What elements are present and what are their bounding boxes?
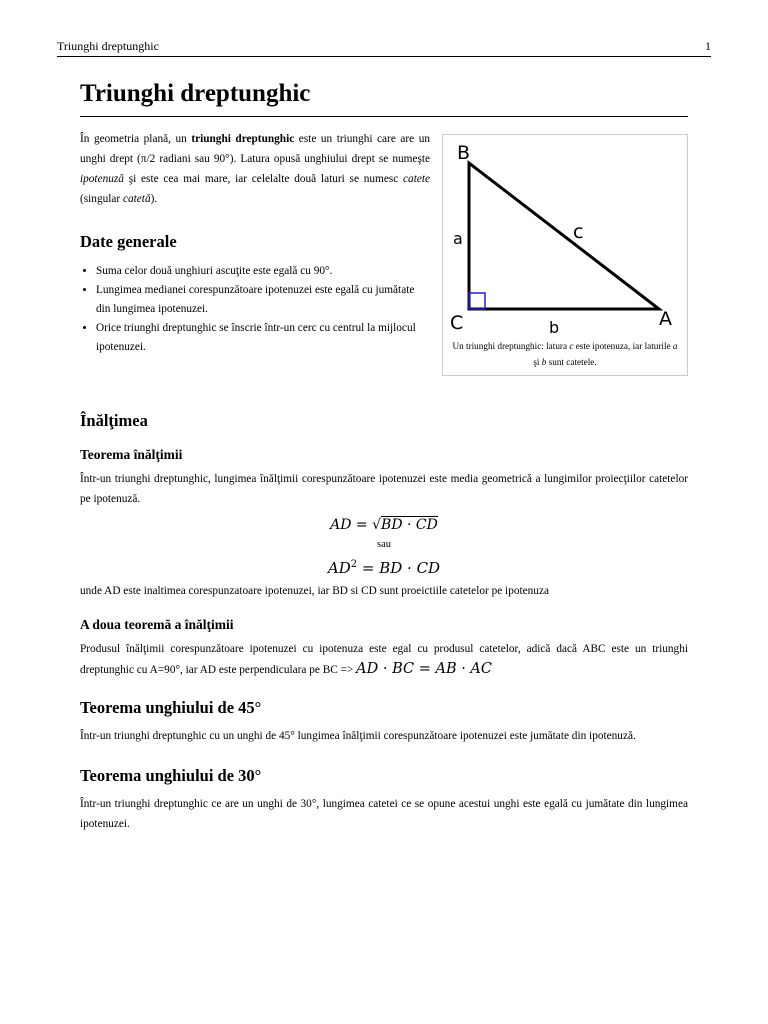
- a-doua-teorema-text: [80, 639, 688, 680]
- side-label-a: a: [453, 229, 463, 248]
- a-doua-teorema-formula: AD · BC = AB · AC: [356, 661, 493, 677]
- intro-text-3: şi este cea mai mare, iar celelalte două laturi se numesc: [123, 173, 404, 185]
- list-item: • Orice triunghi dreptunghic se înscrie într-un cerc cu centrul la mijlocul ipotenuzei.: [96, 319, 426, 357]
- intro-italic-catete: catete: [403, 173, 430, 185]
- caption-text-3: şi: [533, 357, 542, 367]
- vertex-label-b: B: [457, 142, 471, 164]
- intro-text-5: ).: [150, 193, 158, 205]
- intro-bold-term: triunghi dreptunghic: [191, 133, 295, 145]
- intro-text-2: este un triunghi care are un unghi drept (π/2 radiani sau 90°). Latura opusă unghiului drept se numeşte: [80, 133, 430, 165]
- date-generale-heading: Date generale: [80, 232, 177, 251]
- vertex-label-a: A: [659, 308, 672, 330]
- teorema-45-heading: Teorema unghiului de 45°: [80, 698, 262, 717]
- intro-italic-cateta: catetă: [122, 193, 151, 205]
- right-angle-marker: [469, 293, 485, 309]
- triangle-shape: [469, 163, 659, 309]
- teorema-inaltimii-heading: Teorema înălţimii: [80, 447, 183, 462]
- caption-italic-b: b: [541, 357, 547, 367]
- figure-caption: [449, 338, 681, 370]
- equation-exponent: 2: [350, 559, 358, 570]
- side-label-b: b: [549, 318, 560, 337]
- equation-ad-squared: [80, 559, 688, 581]
- intro-paragraph: [80, 129, 430, 209]
- teorema-30-text: Într-un triunghi dreptunghic ce are un unghi de 30°, lungimea catetei ce se opune acestui unghi este egală cu jumătate din lungimea ipotenuzei.: [80, 798, 688, 830]
- equation-lhs: AD =: [330, 517, 373, 533]
- inaltimea-heading: Înălţimea: [80, 411, 148, 430]
- equation-explanation: unde AD este inaltimea corespunzatoare ipotenuzei, iar BD si CD sunt proeictiile catetelor pe ipotenuza: [80, 585, 549, 597]
- teorema-inaltimii-text: Într-un triunghi dreptunghic, lungimea înălţimii corespunzătoare ipotenuzei este media geometrică a lungimilor proiecţiilor catetelor pe ipotenuză.: [80, 473, 688, 505]
- triangle-figure: [442, 134, 688, 376]
- equation-ad-sqrt: [80, 517, 688, 539]
- equation-base: AD: [327, 559, 351, 577]
- teorema-45-text: Într-un triunghi dreptunghic cu un unghi de 45° lungimea înălţimii corespunzătoare ipotenuzei este jumătate din ipotenuză.: [80, 730, 636, 742]
- intro-text-4: (singular: [80, 193, 123, 205]
- caption-text-2: este ipotenuza, iar laturile: [573, 341, 673, 351]
- vertex-label-c: C: [450, 312, 464, 334]
- intro-text-1: În geometria plană, un: [80, 133, 192, 145]
- caption-italic-a: a: [672, 341, 678, 351]
- list-item: • Suma celor două unghiuri ascuţite este egală cu 90°.: [96, 262, 426, 281]
- page-number: 1: [705, 39, 711, 53]
- sau-label: sau: [377, 539, 391, 550]
- teorema-30-heading: Teorema unghiului de 30°: [80, 766, 262, 785]
- caption-text-1: Un triunghi dreptunghic: latura: [452, 341, 570, 351]
- page-header: [57, 38, 711, 57]
- equation-rhs: = BD · CD: [357, 559, 441, 577]
- a-doua-teorema-heading: A doua teoremă a înălţimii: [80, 617, 234, 632]
- header-title: Triunghi dreptunghic: [57, 39, 159, 53]
- page-title: Triunghi dreptunghic: [80, 80, 688, 117]
- caption-italic-c: c: [569, 341, 574, 351]
- side-label-c: c: [573, 221, 584, 243]
- sqrt-icon: √: [372, 517, 382, 533]
- date-generale-list: [80, 262, 426, 357]
- list-item: • Lungimea medianei corespunzătoare ipotenuzei este egală cu jumătate din lungimea ipotenuzei.: [96, 281, 426, 319]
- equation-radicand: BD · CD: [381, 517, 438, 533]
- a-doua-teorema-body: Produsul înălţimii corespunzătoare ipotenuzei cu ipotenuza este egal cu produsul catetelor, adică dacă ABC este un triunghi dreptunghic cu A=90°, iar AD este perpendiculara pe BC =>: [80, 643, 688, 676]
- intro-italic-ipotenuza: ipotenuză: [80, 173, 124, 185]
- caption-text-4: sunt catetele.: [546, 357, 597, 367]
